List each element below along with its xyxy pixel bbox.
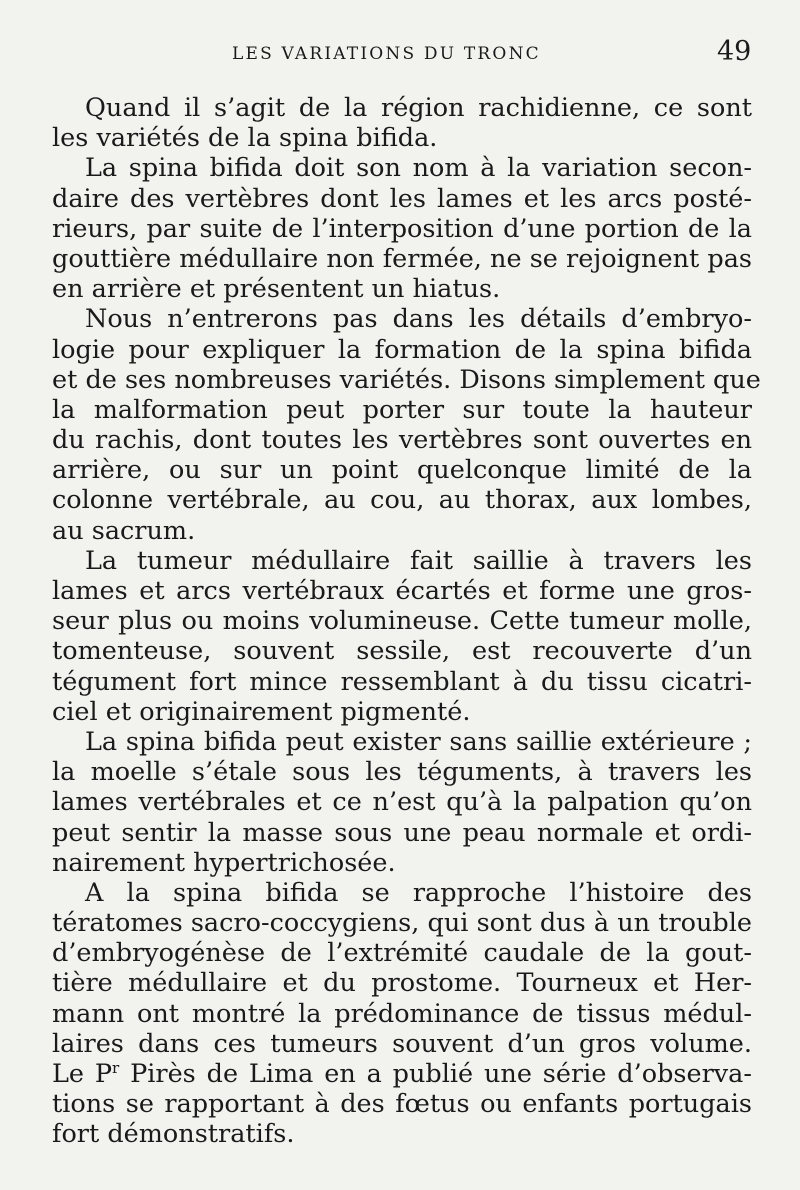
text-line: ciel et originairement pigmenté.: [52, 696, 471, 727]
text-line: laires dans ces tumeurs souvent d’un gros volume.: [52, 1028, 752, 1059]
text-line: daire des vertèbres dont les lames et les arcs posté-: [52, 183, 752, 214]
text-line: nairement hypertrichosée.: [52, 847, 396, 878]
superscript: r: [112, 1059, 120, 1077]
text-line: tomenteuse, souvent sessile, est recouverte d’un: [52, 636, 752, 667]
text-line: et de ses nombreuses variétés. Disons simplement que: [52, 364, 761, 395]
text-line: rieurs, par suite de l’interposition d’une portion de la: [52, 213, 752, 244]
text-line: logie pour expliquer la formation de la spina bifida: [52, 334, 752, 365]
text-line: peut sentir la masse sous une peau normale et ordi-: [52, 817, 752, 848]
text-line: lames vertébrales et ce n’est qu’à la palpation qu’on: [52, 787, 752, 818]
text-line: colonne vertébrale, au cou, au thorax, aux lombes,: [52, 485, 752, 516]
running-head: [0, 34, 800, 70]
text-line: A la spina bifida se rapproche l’histoire des: [85, 877, 752, 908]
text-line: La spina bifida doit son nom à la variation secon-: [85, 153, 752, 184]
text-line: seur plus ou moins volumineuse. Cette tumeur molle,: [52, 606, 752, 637]
text-line: la moelle s’étale sous les téguments, à travers les: [52, 757, 752, 788]
text-line: fort démonstratifs.: [52, 1119, 295, 1150]
text-line: en arrière et présentent un hiatus.: [52, 274, 501, 305]
running-title: LES VARIATIONS DU TRONC: [232, 44, 541, 64]
text-line: la malformation peut porter sur toute la hauteur: [52, 394, 752, 425]
text-segment: Pirès de Lima en a publié une série d’observa-: [119, 1059, 752, 1089]
text-line: tière médullaire et du prostome. Tourneux et Her-: [52, 968, 752, 999]
text-line: au sacrum.: [52, 515, 196, 546]
text-line: tégument fort mince ressemblant à du tissu cicatri-: [52, 666, 752, 697]
text-line: tératomes sacro-coccygiens, qui sont dus à un trouble: [52, 908, 752, 939]
text-line-with-superscript: [52, 1059, 752, 1089]
text-segment: Le P: [52, 1059, 113, 1089]
text-line: lames et arcs vertébraux écartés et forme une gros-: [52, 576, 752, 606]
text-line: mann ont montré la prédominance de tissus médul-: [52, 998, 752, 1029]
text-line: gouttière médullaire non fermée, ne se rejoignent pas: [52, 243, 752, 274]
text-line: La spina bifida peut exister sans saillie extérieure ;: [85, 726, 752, 757]
text-line: Quand il s’agit de la région rachidienne, ce sont: [85, 93, 752, 123]
text-line: tions se rapportant à des fœtus ou enfants portugais: [52, 1089, 752, 1120]
text-line: du rachis, dont toutes les vertèbres sont ouvertes en: [52, 425, 752, 456]
text-line: les variétés de la spina bifida.: [52, 123, 438, 154]
text-line: La tumeur médullaire fait saillie à travers les: [85, 545, 752, 576]
body-text: [52, 93, 761, 1150]
text-line: Nous n’entrerons pas dans les détails d’embryo-: [85, 304, 752, 335]
text-line: d’embryogénèse de l’extrémité caudale de la gout-: [52, 938, 752, 969]
text-line: arrière, ou sur un point quelconque limité de la: [52, 455, 752, 486]
page-number: 49: [717, 36, 752, 67]
